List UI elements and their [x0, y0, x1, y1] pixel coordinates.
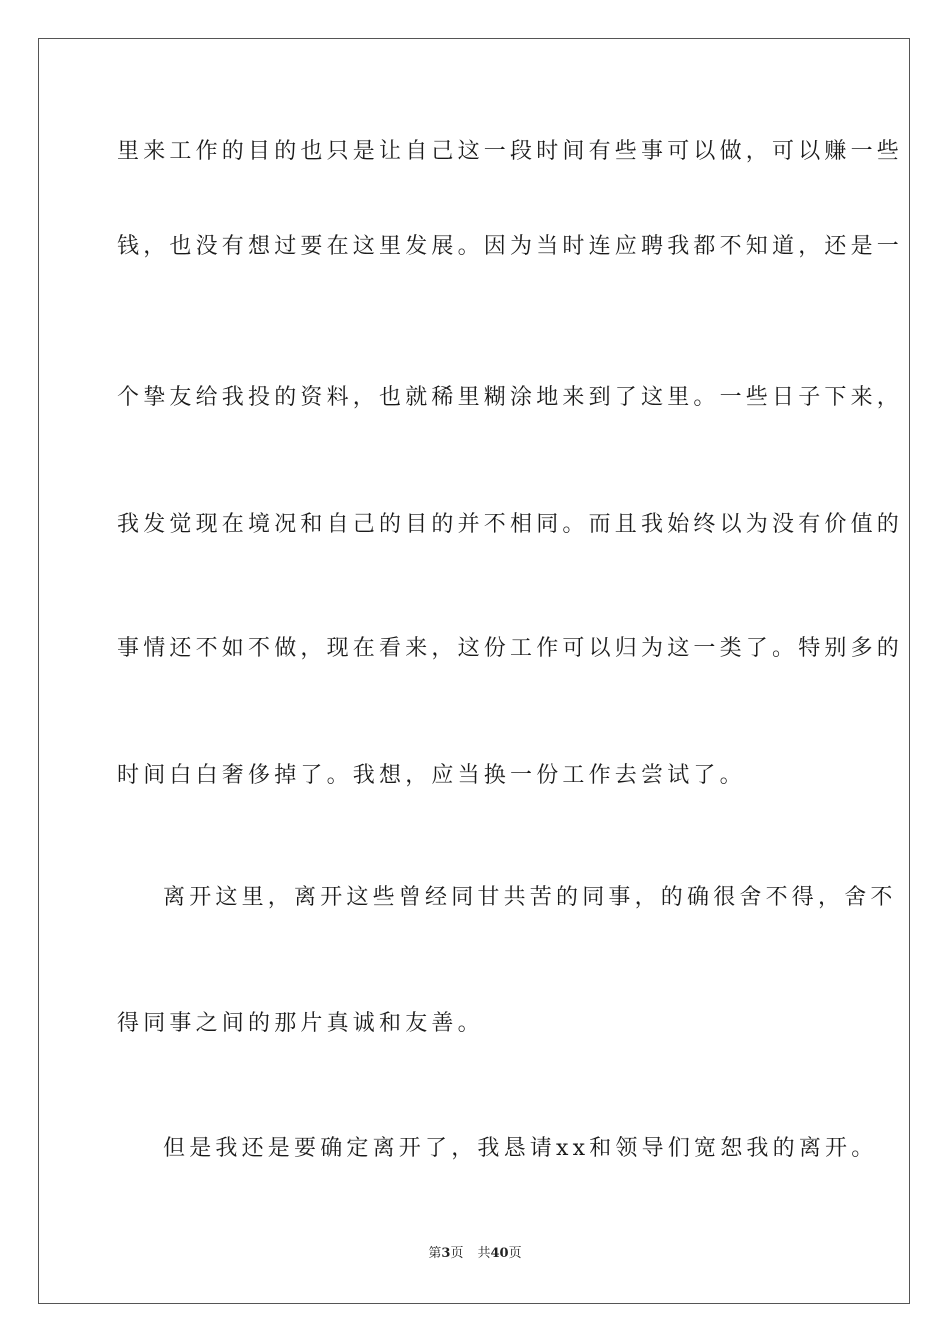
page-number-current: 3 — [441, 1246, 451, 1261]
paragraph-line: 我发觉现在境况和自己的目的并不相同。而且我始终以为没有价值的 — [117, 512, 904, 537]
paragraph-line: 事情还不如不做，现在看来，这份工作可以归为这一类了。特别多的 — [117, 636, 904, 661]
paragraph-line: 个挚友给我投的资料，也就稀里糊涂地来到了这里。一些日子下来， — [117, 385, 904, 410]
paragraph-line: 里来工作的目的也只是让自己这一段时间有些事可以做，可以赚一些 — [117, 139, 904, 164]
paragraph-line: 钱，也没有想过要在这里发展。因为当时连应聘我都不知道，还是一 — [117, 234, 904, 259]
page-number-prefix: 第 — [428, 1246, 442, 1261]
page-total-prefix: 共 — [477, 1246, 491, 1261]
paragraph-first-line: 离开这里，离开这些曾经同甘共苦的同事，的确很舍不得，舍不 — [163, 885, 897, 910]
paragraph-line: 得同事之间的那片真诚和友善。 — [117, 1011, 484, 1036]
page-footer — [0, 1246, 950, 1262]
page-total-suffix: 页 — [508, 1246, 522, 1261]
paragraph-line: 时间白白奢侈掉了。我想，应当换一份工作去尝试了。 — [117, 763, 746, 788]
page-number-suffix: 页 — [450, 1246, 464, 1261]
page-total-count: 40 — [490, 1246, 509, 1261]
paragraph-first-line: 但是我还是要确定离开了，我恳请xx和领导们宽恕我的离开。 — [163, 1136, 878, 1161]
page-frame — [38, 38, 910, 1304]
